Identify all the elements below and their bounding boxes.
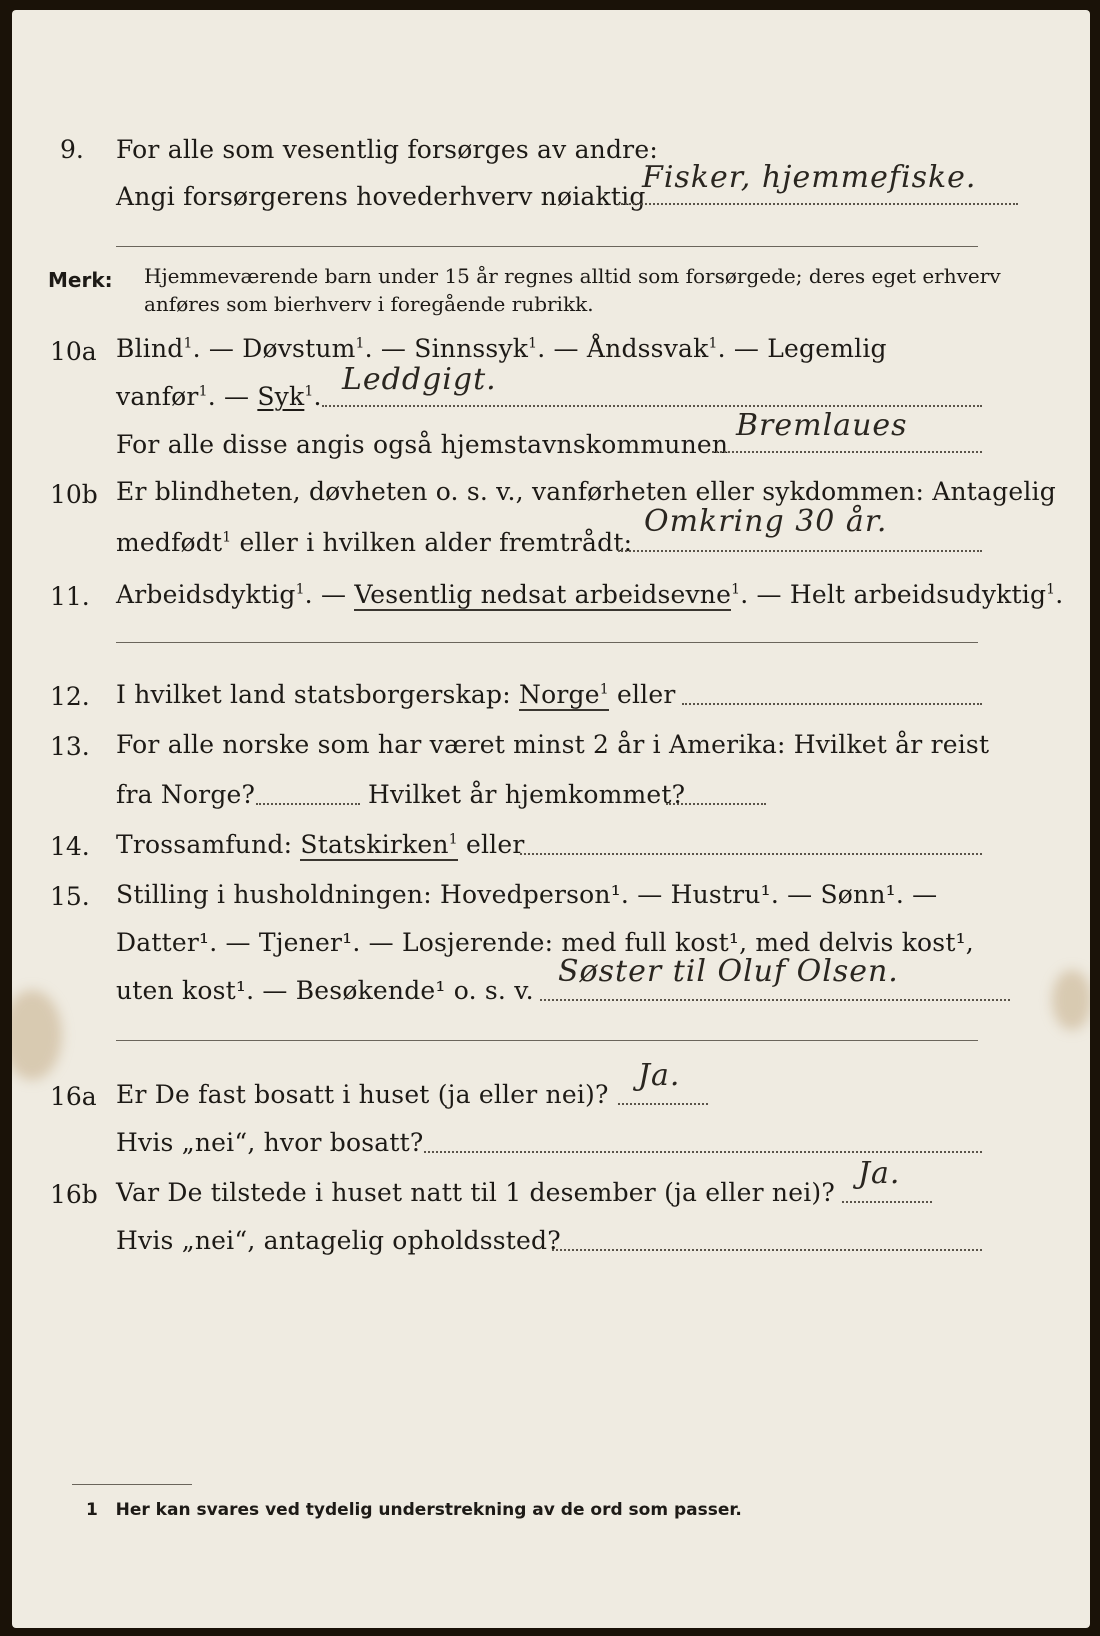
question-number-11: 11. [50, 582, 90, 611]
q15-line2: Datter¹. — Tjener¹. — Losjerende: med full kost¹, med delvis kost¹, [116, 928, 974, 957]
q16a-line1: Er De fast bosatt i huset (ja eller nei)? [116, 1080, 609, 1109]
option-vesentlig-nedsat: Vesentlig nedsat arbeidsevne [354, 580, 732, 609]
question-number-10a: 10a [50, 337, 97, 366]
q9-line1: For alle som vesentlig forsørges av andre: [116, 135, 658, 164]
question-number-10b: 10b [50, 480, 98, 509]
q13-hjemkommet: Hvilket år hjemkommet? [368, 780, 686, 809]
footnote-rule [72, 1484, 192, 1485]
q12-line [116, 680, 676, 709]
answer-line [682, 703, 982, 705]
merk-label: Merk: [48, 268, 113, 292]
answer-line [618, 1103, 708, 1105]
q11-line: Arbeidsdyktig$^1$. — Vesentlig nedsat arbeidsevne$^1$. — Helt arbeidsudyktig$^1$. [116, 580, 1064, 609]
q12-eller: eller [616, 680, 676, 709]
q9-line2: Angi forsørgerens hovederhverv nøiaktig [116, 182, 646, 211]
q16b-line2: Hvis „nei“, antagelig opholdssted? [116, 1226, 561, 1255]
question-number-14: 14. [50, 832, 90, 861]
question-number-15: 15. [50, 882, 90, 911]
option-legemlig: Legemlig [767, 334, 887, 363]
option-norge: Norge$^1$ [519, 680, 609, 709]
q16a-answer: Ja. [638, 1058, 681, 1093]
question-number-9: 9. [60, 135, 84, 164]
option-vanfor: vanfør [116, 382, 199, 411]
q16b-line1: Var De tilstede i huset natt til 1 desember (ja eller nei)? [116, 1178, 835, 1207]
option-sinnssyk: Sinnssyk [414, 334, 529, 363]
option-andssvak: Åndssvak [586, 334, 709, 363]
footnote-mark: 1 [86, 1500, 98, 1520]
q10a-line1: Blind$^1$. — Døvstum$^1$. — Sinnssyk$^1$. — Åndssvak$^1$. — Legemlig [116, 334, 887, 363]
divider [116, 246, 978, 247]
answer-line [540, 999, 1010, 1001]
question-number-16b: 16b [50, 1180, 98, 1209]
answer-line [712, 451, 982, 453]
option-arbeidsdyktig: Arbeidsdyktig [116, 580, 296, 609]
option-statskirken: Statskirken$^1$ [300, 830, 458, 859]
answer-line [322, 405, 982, 407]
q15-line3: uten kost¹. — Besøkende¹ o. s. v. [116, 976, 534, 1005]
q13-reist: fra Norge? [116, 780, 256, 809]
question-number-13: 13. [50, 732, 90, 761]
answer-line [842, 1201, 932, 1203]
q16b-answer: Ja. [858, 1156, 901, 1191]
q9-answer: Fisker, hjemmefiske. [642, 160, 977, 195]
answer-line [666, 803, 766, 805]
answer-line [424, 1151, 982, 1153]
q12-text: I hvilket land statsborgerskap: [116, 680, 511, 709]
q14-line [116, 830, 525, 859]
divider [116, 1040, 978, 1041]
option-helt-udyktig: Helt arbeidsudyktig [789, 580, 1047, 609]
footnote [86, 1500, 742, 1520]
q10b-line2: medfødt$^1$ eller i hvilken alder fremtrådt: [116, 528, 633, 557]
answer-line [256, 803, 360, 805]
q14-text: Trossamfund: [116, 830, 293, 859]
divider [116, 642, 978, 643]
merk-line2: anføres som bierhverv i foregående rubrikk. [144, 292, 594, 316]
option-medfodt: medfødt [116, 528, 223, 557]
paper-stain [1052, 970, 1090, 1030]
option-dovstum: Døvstum [242, 334, 356, 363]
question-number-12: 12. [50, 682, 90, 711]
q10b-answer: Omkring 30 år. [644, 504, 888, 539]
q10b-line2-rest: eller i hvilken alder fremtrådt: [239, 528, 633, 557]
answer-line [552, 1249, 982, 1251]
paper-stain [12, 990, 62, 1080]
q16a-line2: Hvis „nei“, hvor bosatt? [116, 1128, 424, 1157]
answer-line [520, 853, 982, 855]
answer-line [618, 203, 1018, 205]
q14-eller: eller [465, 830, 525, 859]
census-form-page [12, 10, 1090, 1628]
q10a-line3: For alle disse angis også hjemstavnskommunen [116, 430, 729, 459]
answer-line [618, 550, 982, 552]
q10a-answer: Leddgigt. [342, 362, 497, 397]
q15-line1: Stilling i husholdningen: Hovedperson¹. — Hustru¹. — Sønn¹. — [116, 880, 938, 909]
q10a-answer2: Bremlaues [736, 408, 908, 443]
q10a-line2: vanfør$^1$. — Syk$^1$. [116, 382, 322, 411]
q10b-line1: Er blindheten, døvheten o. s. v., vanførheten eller sykdommen: Antagelig [116, 477, 1056, 506]
option-blind: Blind [116, 334, 184, 363]
footnote-text: Her kan svares ved tydelig understrekning av de ord som passer. [115, 1500, 742, 1520]
merk-line1: Hjemmeværende barn under 15 år regnes alltid som forsørgede; deres eget erhverv [144, 264, 1001, 288]
q15-answer: Søster til Oluf Olsen. [558, 954, 899, 989]
q13-line1: For alle norske som har været minst 2 år i Amerika: Hvilket år reist [116, 730, 990, 759]
question-number-16a: 16a [50, 1082, 97, 1111]
option-syk: Syk [257, 382, 305, 411]
